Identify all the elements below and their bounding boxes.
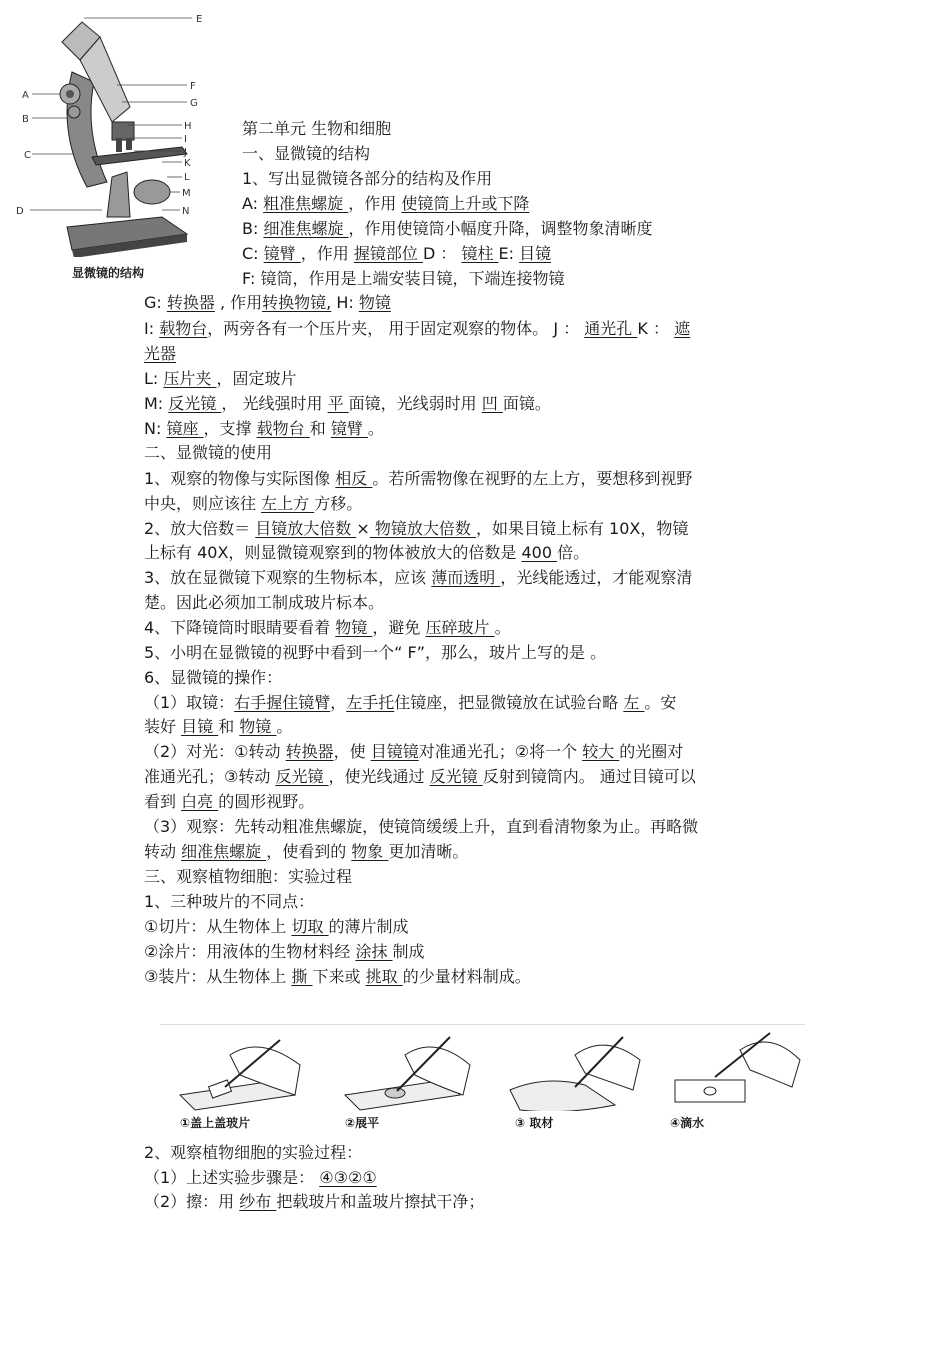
text-segment: ， [330, 693, 347, 712]
text-segment: , 作用 [214, 293, 263, 312]
step-1-caption: ①盖上盖玻片 [180, 1116, 251, 1130]
answer-blank: 凹 [481, 394, 503, 413]
text-segment: 倍。 [557, 543, 590, 562]
text-segment: B: [242, 219, 264, 238]
text-line-s1 [242, 143, 370, 165]
text-segment: 准通光孔；③转动 [144, 767, 276, 786]
text-segment: （2）擦：用 [144, 1192, 240, 1211]
text-segment: 住镜座，把显微镜放在试验台略 [394, 693, 624, 712]
text-segment: N: [144, 419, 167, 438]
answer-blank: 左手托 [346, 693, 395, 712]
text-segment: 和 [218, 717, 240, 736]
answer-blank: 压片夹 [163, 369, 217, 388]
answer-blank: 物象 [351, 842, 389, 861]
text-segment: ， 光线强时用 [221, 394, 328, 413]
answer-blank: 平 [327, 394, 349, 413]
text-line-l [144, 368, 297, 390]
answer-blank: 撕 [291, 967, 313, 986]
text-line-p2b [144, 1191, 484, 1213]
label-n: N [182, 206, 190, 217]
text-segment: 看到 [144, 792, 182, 811]
text-segment: 1、三种玻片的不同点： [144, 892, 315, 911]
answer-blank: 光器 [144, 344, 177, 363]
answer-blank: 物镜 [239, 717, 277, 736]
text-line-o3 [144, 816, 698, 838]
text-segment: K ： [637, 319, 675, 338]
answer-blank: 细准焦螺旋 [181, 842, 267, 861]
text-segment: 装好 [144, 717, 182, 736]
answer-blank: 左上方 [261, 494, 315, 513]
text-segment: ①切片：从生物体上 [144, 917, 292, 936]
answer-blank: 目镜镜 [370, 742, 419, 761]
take-material-drawing [505, 1025, 655, 1111]
figure-caption: 显微镜的结构 [72, 266, 145, 280]
step-4-caption: ④滴水 [670, 1116, 705, 1130]
text-segment: 楚。因此必须加工制成玻片标本。 [144, 593, 385, 612]
text-segment: C: [242, 244, 264, 263]
text-segment: 的光圈对 [619, 742, 684, 761]
text-segment: （2）对光：①转动 [144, 742, 286, 761]
step-1 [170, 1025, 320, 1131]
answer-blank: 遮 [674, 319, 691, 338]
text-line-a [242, 193, 529, 215]
text-segment: 5、小明在显微镜的视野中看到一个“ F”，那么，玻片上写的是 [144, 643, 591, 662]
label-i: I [184, 134, 187, 145]
text-line-p1a [144, 916, 409, 938]
text-segment: 第二单元 生物和细胞 [242, 119, 392, 138]
text-line-u3b [144, 592, 384, 614]
text-segment: A: [242, 194, 264, 213]
answer-blank: 较大 [582, 742, 620, 761]
answer-blank: 400 [521, 543, 558, 562]
text-line-unit [242, 118, 391, 140]
text-segment: 。 [494, 618, 511, 637]
text-line-i2 [144, 343, 176, 365]
text-segment: ，作用 [300, 244, 354, 263]
text-segment: 制成 [392, 942, 425, 961]
text-line-u1b [144, 493, 362, 515]
text-segment: 2、观察植物细胞的实验过程： [144, 1143, 363, 1162]
text-segment: （1）取镜： [144, 693, 235, 712]
text-segment: 对准通光孔；②将一个 [418, 742, 583, 761]
text-segment: 上标有 40X，则显微镜观察到的物体被放大的倍数是 [144, 543, 522, 562]
text-line-o2 [144, 741, 683, 763]
answer-blank: 转换器 [285, 742, 334, 761]
answer-blank: 物镜 [358, 293, 391, 312]
answer-blank: 载物台 [256, 419, 310, 438]
answer-blank: 转换物镜, [262, 293, 332, 312]
answer-blank: 反光镜 [429, 767, 483, 786]
label-k: K [184, 158, 191, 169]
text-line-p2a [144, 1167, 377, 1189]
text-segment: I: [144, 319, 160, 338]
label-b: B [22, 114, 29, 125]
slide-steps-figure [160, 1024, 805, 1135]
answer-blank: 镜柱 [461, 244, 499, 263]
text-line-u2 [144, 518, 688, 540]
answer-blank: 通光孔 [584, 319, 638, 338]
text-segment: 。 [276, 717, 293, 736]
text-line-c [242, 243, 551, 265]
text-segment: 中央，则应该往 [144, 494, 262, 513]
text-segment: G: [144, 293, 167, 312]
answer-blank: 物镜放大倍数 [369, 519, 476, 538]
text-segment: ，作用 [348, 194, 402, 213]
text-line-u1 [144, 468, 692, 490]
step-3-caption: ③ 取材 [515, 1116, 554, 1130]
text-segment: 和 [309, 419, 331, 438]
answer-blank: 粗准焦螺旋 [263, 194, 349, 213]
answer-blank: ④③②① [319, 1168, 377, 1187]
drop-water-drawing [660, 1025, 810, 1111]
text-segment: ②涂片：用液体的生物材料经 [144, 942, 356, 961]
text-line-u6 [144, 667, 282, 689]
text-segment: 反射到镜筒内。 通过目镜可以 [482, 767, 696, 786]
text-line-u5 [144, 642, 606, 664]
answer-blank: 纱布 [239, 1192, 277, 1211]
text-line-o2c [144, 791, 314, 813]
label-m: M [182, 188, 191, 199]
answer-blank: 涂抹 [355, 942, 393, 961]
text-segment: ，使看到的 [266, 842, 352, 861]
text-line-m [144, 393, 551, 415]
text-segment: 面镜，光线弱时用 [348, 394, 482, 413]
text-segment: L: [144, 369, 164, 388]
microscope-figure [12, 12, 222, 280]
answer-blank: 右手握住镜臂 [234, 693, 331, 712]
label-d: D [16, 206, 24, 217]
text-line-q1 [242, 168, 492, 190]
text-segment: 的少量材料制成。 [402, 967, 531, 986]
answer-blank: 切取 [291, 917, 329, 936]
step-4 [660, 1025, 810, 1131]
label-g: G [190, 98, 198, 109]
text-line-i [144, 318, 690, 340]
text-segment: H: [331, 293, 359, 312]
text-segment: 6、显微镜的操作： [144, 668, 283, 687]
answer-blank: 左 [623, 693, 645, 712]
label-h: H [184, 121, 192, 132]
label-a: A [22, 90, 29, 101]
text-line-u4 [144, 617, 511, 639]
answer-blank: 反光镜 [168, 394, 222, 413]
answer-blank: 反光镜 [275, 767, 329, 786]
text-line-n [144, 418, 384, 440]
answer-blank: 镜座 [166, 419, 204, 438]
step-2-caption: ②展平 [345, 1116, 380, 1130]
answer-blank: 压碎玻片 [425, 618, 495, 637]
text-segment: （1）上述实验步骤是： [144, 1168, 320, 1187]
text-segment: 的薄片制成 [328, 917, 409, 936]
text-segment: M: [144, 394, 169, 413]
text-segment: 方移。 [314, 494, 363, 513]
text-segment: 三、观察植物细胞：实验过程 [144, 867, 353, 886]
text-line-b [242, 218, 653, 240]
text-segment: ，支撑 [203, 419, 257, 438]
answer-blank: 挑取 [365, 967, 403, 986]
answer-blank: 细准焦螺旋 [263, 219, 349, 238]
text-segment: 1、写出显微镜各部分的结构及作用 [242, 169, 493, 188]
text-line-u3 [144, 567, 692, 589]
text-line-s3 [144, 866, 352, 888]
text-line-p2 [144, 1142, 362, 1164]
answer-blank: 目镜 [181, 717, 219, 736]
text-segment: 面镜。 [502, 394, 551, 413]
label-j: J [184, 147, 187, 158]
text-segment: ，如果目镜上标有 10X，物镜 [475, 519, 689, 538]
step-3 [505, 1025, 655, 1131]
answer-blank: 目镜 [519, 244, 552, 263]
text-line-o2b [144, 766, 696, 788]
spread-drawing [335, 1025, 485, 1111]
text-segment: 更加清晰。 [388, 842, 469, 861]
text-segment: ，使光线通过 [328, 767, 430, 786]
answer-blank: 薄而透明 [431, 568, 501, 587]
text-segment: F: 镜筒，作用是上端安装目镜，下端连接物镜 [242, 269, 565, 288]
text-line-g [144, 292, 391, 314]
answer-blank: 握镜部位 [353, 244, 423, 263]
text-segment: 把载玻片和盖玻片擦拭干净； [276, 1192, 485, 1211]
answer-blank: 转换器 [166, 293, 215, 312]
text-segment: 1、观察的物像与实际图像 [144, 469, 336, 488]
text-line-o1 [144, 692, 676, 714]
text-segment: 一、显微镜的结构 [242, 144, 371, 163]
answer-blank: 镜臂 [330, 419, 368, 438]
text-line-s2 [144, 442, 272, 464]
text-segment: 。若所需物像在视野的左上方，要想移到视野 [372, 469, 693, 488]
text-segment: 转动 [144, 842, 182, 861]
text-line-f [242, 268, 564, 290]
text-line-p1b [144, 941, 425, 963]
text-segment: ，固定玻片 [216, 369, 297, 388]
answer-blank: 载物台 [159, 319, 208, 338]
text-segment: × [356, 519, 370, 538]
text-segment: 4、下降镜筒时眼睛要看着 [144, 618, 336, 637]
text-segment: 二、显微镜的使用 [144, 443, 273, 462]
cover-slip-drawing [170, 1025, 320, 1111]
label-f: F [190, 81, 196, 92]
answer-blank: 使镜筒上升或下降 [401, 194, 530, 213]
text-segment: （3）观察：先转动粗准焦螺旋，使镜筒缓缓上升，直到看清物象为止。再略微 [144, 817, 699, 836]
step-2 [335, 1025, 485, 1131]
text-segment: 。 [367, 419, 384, 438]
text-segment: 的圆形视野。 [218, 792, 315, 811]
text-line-p1c [144, 966, 531, 988]
text-segment: ，作用使镜筒小幅度升降，调整物象清晰度 [348, 219, 653, 238]
text-segment: 。 [590, 643, 607, 662]
answer-blank: 镜臂 [263, 244, 301, 263]
text-segment: ，使 [333, 742, 371, 761]
text-segment: E: [498, 244, 520, 263]
text-segment: 3、放在显微镜下观察的生物标本，应该 [144, 568, 432, 587]
microscope-illustration [12, 12, 222, 257]
label-l: L [184, 172, 190, 183]
answer-blank: 物镜 [335, 618, 373, 637]
label-e: E [196, 14, 203, 25]
text-segment: 2、放大倍数＝ [144, 519, 256, 538]
text-line-p1 [144, 891, 314, 913]
text-segment: 。安 [644, 693, 677, 712]
text-segment: ，避免 [372, 618, 426, 637]
text-line-o1b [144, 716, 292, 738]
text-segment: ，两旁各有一个压片夹， 用于固定观察的物体。 J ： [207, 319, 585, 338]
text-segment: ，光线能透过，才能观察清 [500, 568, 693, 587]
text-segment: D ： [422, 244, 462, 263]
label-c: C [24, 150, 31, 161]
text-line-o3b [144, 841, 468, 863]
text-line-u2b [144, 542, 589, 564]
answer-blank: 目镜放大倍数 [255, 519, 357, 538]
answer-blank: 白亮 [181, 792, 219, 811]
text-segment: ③装片：从生物体上 [144, 967, 292, 986]
text-segment: 下来或 [312, 967, 366, 986]
answer-blank: 相反 [335, 469, 373, 488]
